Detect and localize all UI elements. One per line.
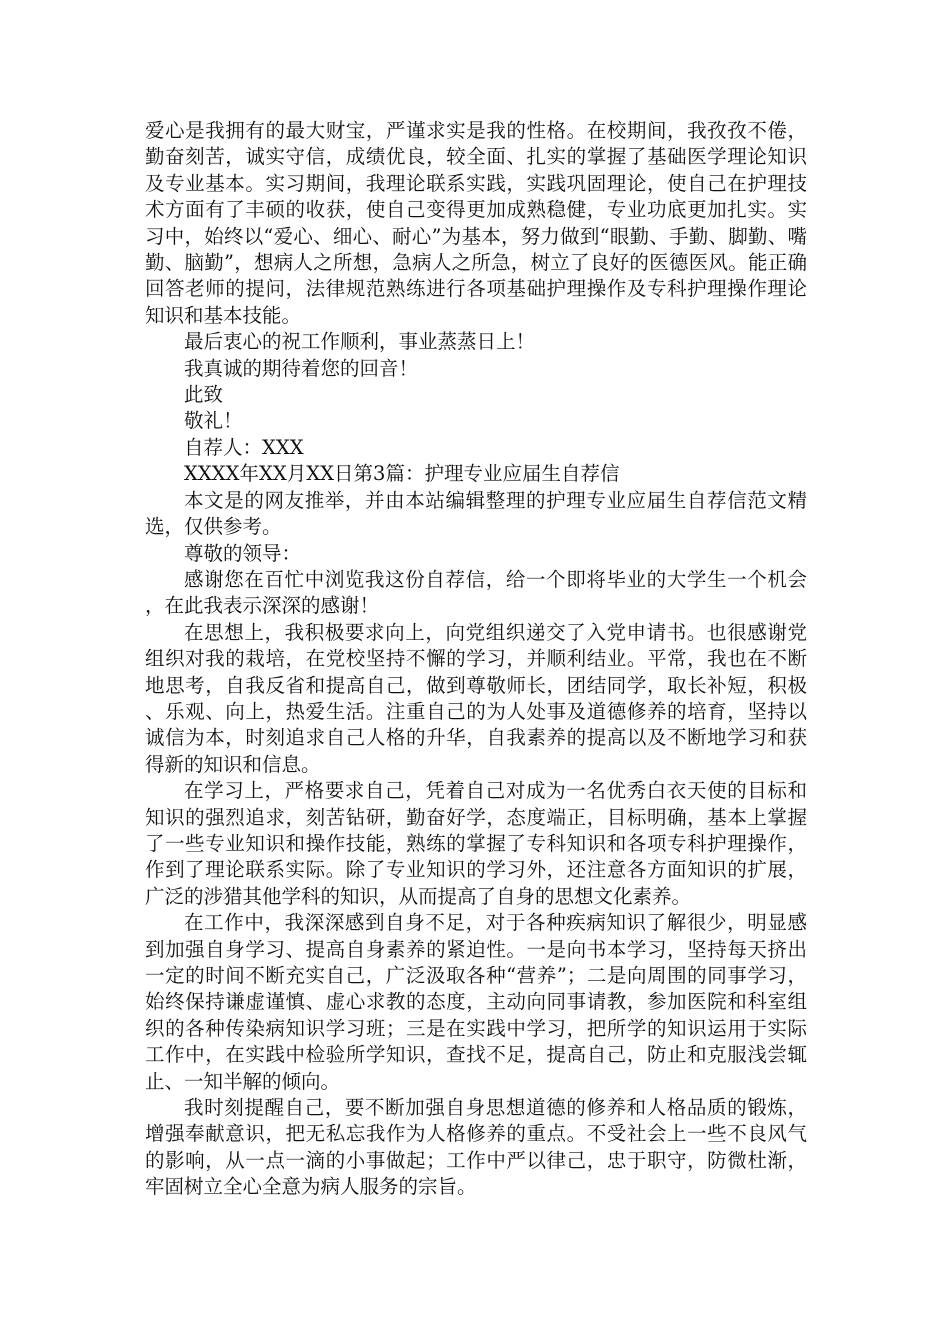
paragraph-ideology: 在思想上，我积极要求向上，向党组织递交了入党申请书。也很感谢党组织对我的栽培，在党校坚持不懈的学习，并顺利结业。平常，我也在不断地思考，自我反省和提高自己，做到尊敬师长，团结同学，取长补短，积极、乐观、向上，热爱生活。注重自己的为人处事及道德修养的培育，坚持以诚信为本，时刻追求自己人格的升华，自我素养的提高以及不断地学习和获得新的知识和信息。 [145, 620, 807, 776]
signature-line: 自荐人：XXX [184, 435, 304, 459]
paragraph-closing-wish: 最后衷心的祝工作顺利，事业蒸蒸日上！ [184, 330, 536, 354]
document-page [145, 118, 807, 1201]
date-and-section-title: XXXX年XX月XX日第3篇：护理专业应届生自荐信 [184, 462, 620, 486]
paragraph-await-reply: 我真诚的期待着您的回音！ [184, 356, 419, 380]
paragraph-study: 在学习上，严格要求自己，凭着自己对成为一名优秀白衣天使的目标和知识的强烈追求，刻苦钻研，勤奋好学，态度端正，目标明确，基本上掌握了一些专业知识和操作技能，熟练的掌握了专科知识和各项专科护理操作，作到了理论联系实际。除了专业知识的学习外，还注意各方面知识的扩展，广泛的涉猎其他学科的知识，从而提高了自身的思想文化素养。 [145, 779, 807, 908]
paragraph-self-discipline: 我时刻提醒自己，要不断加强自身思想道德的修养和人格品质的锻炼，增强奉献意识，把无私忘我作为人格修养的重点。不受社会上一些不良风气的影响，从一点一滴的小事做起；工作中严以律己，忠于职守，防微杜渐，牢固树立全心全意为病人服务的宗旨。 [145, 1096, 807, 1199]
paragraph-thanks: 感谢您在百忙中浏览我这份自荐信，给一个即将毕业的大学生一个机会，在此我表示深深的感谢！ [145, 567, 807, 618]
paragraph-intro-qualities: 爱心是我拥有的最大财宝，严谨求实是我的性格。在校期间，我孜孜不倦，勤奋刻苦，诚实守信，成绩优良，较全面、扎实的掌握了基础医学理论知识及专业基本。实习期间，我理论联系实践，实践巩固理论，使自己在护理技术方面有了丰硕的收获，使自己变得更加成熟稳健，专业功底更加扎实。实习中，始终以“爱心、细心、耐心”为基本，努力做到“眼勤、手勤、脚勤、嘴勤、脑勤”，想病人之所想，急病人之所急，树立了良好的医德医风。能正确回答老师的提问，法律规范熟练进行各项基础护理操作及专科护理操作理论知识和基本技能。 [145, 119, 807, 327]
paragraph-work: 在工作中，我深深感到自身不足，对于各种疾病知识了解很少，明显感到加强自身学习、提高自身素养的紧迫性。一是向书本学习，坚持每天挤出一定的时间不断充实自己，广泛汲取各种“营养”；二是向周围的同事学习，始终保持谦虚谨慎、虚心求教的态度，主动向同事请教，参加医院和科室组织的各种传染病知识学习班；三是在实践中学习，把所学的知识运用于实际工作中，在实践中检验所学知识，查找不足，提高自己，防止和克服浅尝辄止、一知半解的倾向。 [145, 911, 807, 1093]
salutation-cizhi: 此致 [184, 383, 224, 407]
salutation-jingli: 敬礼！ [184, 409, 243, 433]
greeting-line: 尊敬的领导： [184, 541, 302, 565]
paragraph-source-note: 本文是的网友推举，并由本站编辑整理的护理专业应届生自荐信范文精选，仅供参考。 [145, 488, 807, 539]
